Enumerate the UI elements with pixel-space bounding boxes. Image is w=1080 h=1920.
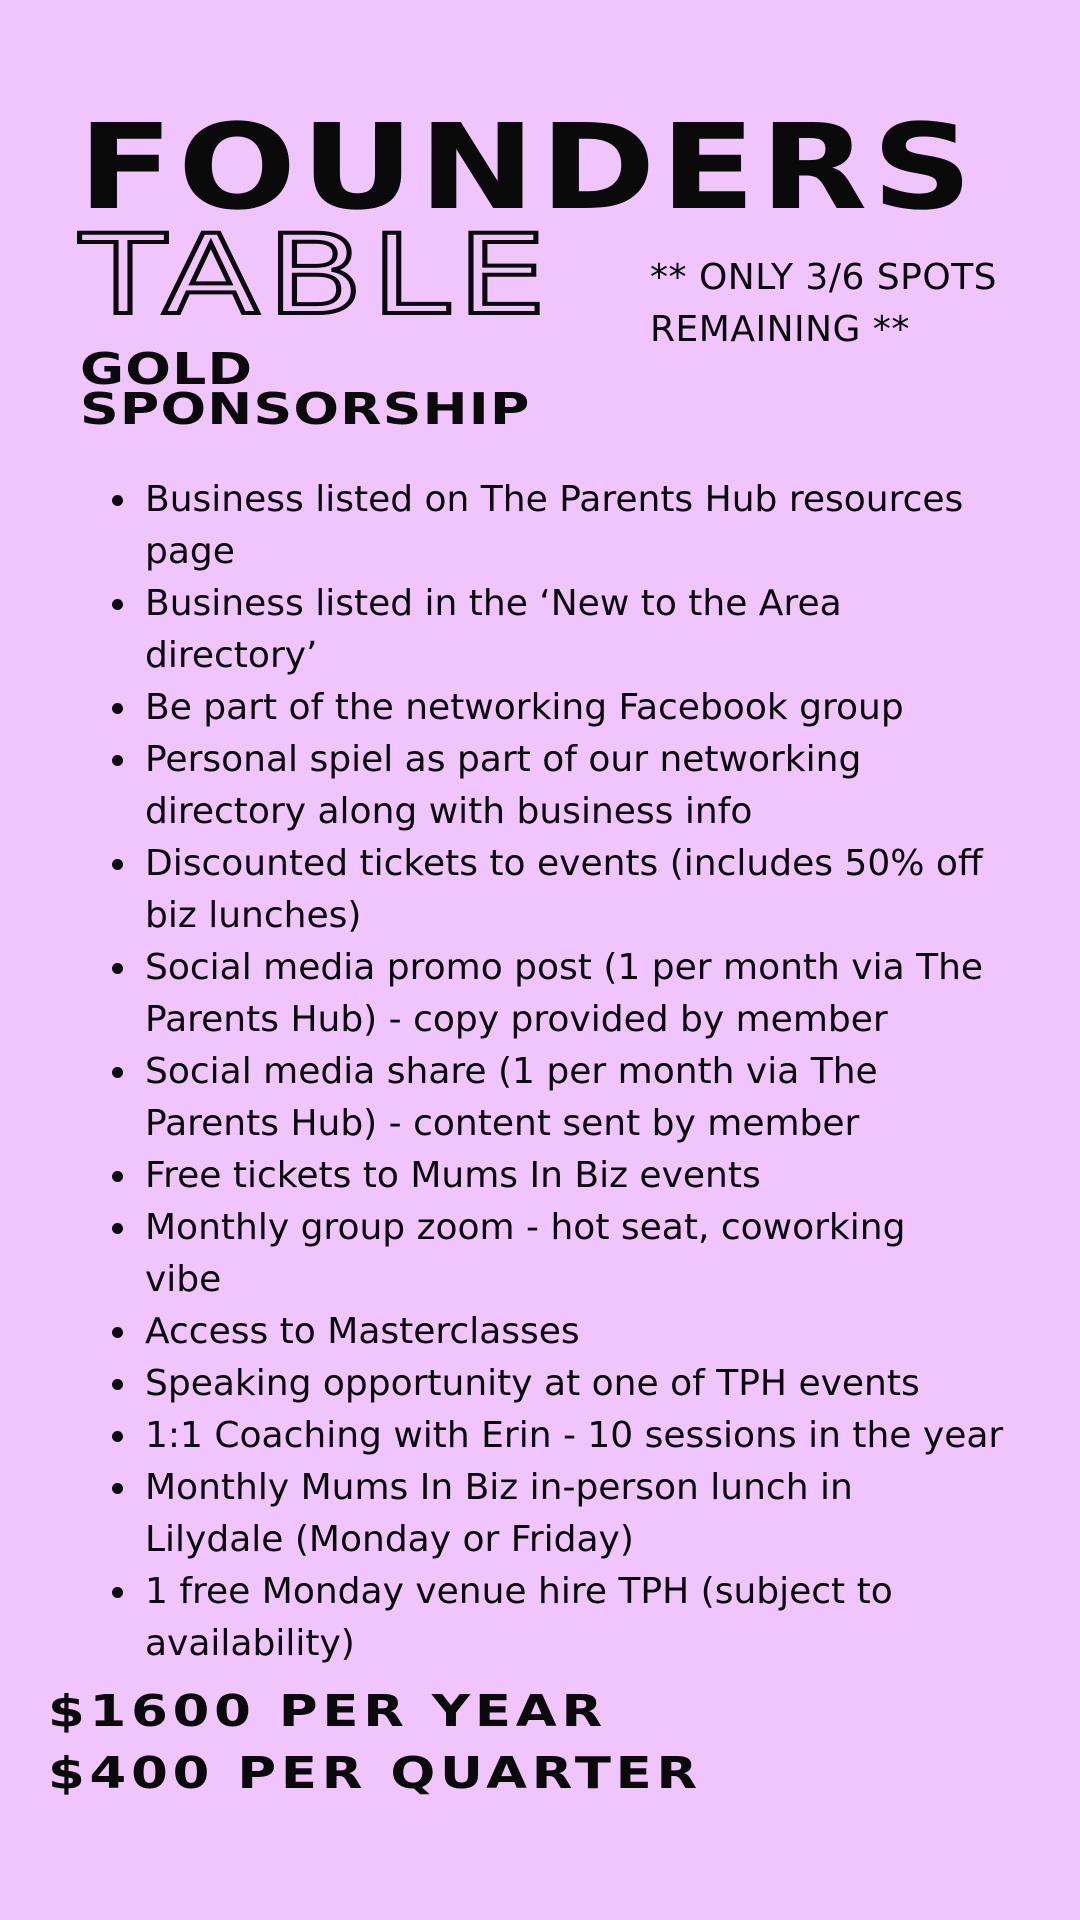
- bullet-dot-icon: [112, 599, 123, 610]
- subtitle-line-1: GOLD: [80, 344, 254, 395]
- benefit-item: [112, 1410, 1032, 1462]
- benefit-line-2: biz lunches): [145, 895, 362, 936]
- benefit-item: [112, 682, 1032, 734]
- price-per-quarter: $400 PER QUARTER: [48, 1748, 702, 1799]
- bullet-dot-icon: [112, 1327, 123, 1338]
- spots-remaining-notice: [650, 252, 1050, 356]
- bullet-dot-icon: [112, 1067, 123, 1078]
- benefit-line-2: vibe: [145, 1259, 222, 1300]
- benefit-line-1: 1:1 Coaching with Erin - 10 sessions in the year: [145, 1415, 1004, 1456]
- benefit-line-2: directory’: [145, 635, 318, 676]
- bullet-dot-icon: [112, 1587, 123, 1598]
- title-founders: FOUNDERS: [78, 98, 978, 236]
- benefit-line-1: 1 free Monday venue hire TPH (subject to: [145, 1571, 893, 1612]
- bullet-dot-icon: [112, 495, 123, 506]
- benefit-item: [112, 734, 1032, 838]
- benefit-line-1: Monthly group zoom - hot seat, coworking: [145, 1207, 906, 1248]
- spots-line-2: REMAINING **: [650, 309, 910, 350]
- bullet-dot-icon: [112, 963, 123, 974]
- benefit-line-1: Social media promo post (1 per month via The: [145, 947, 984, 988]
- benefit-line-2: Lilydale (Monday or Friday): [145, 1519, 634, 1560]
- benefit-line-1: Business listed on The Parents Hub resources: [145, 479, 964, 520]
- bullet-dot-icon: [112, 859, 123, 870]
- bullet-dot-icon: [112, 1223, 123, 1234]
- benefit-line-2: Parents Hub) - content sent by member: [145, 1103, 860, 1144]
- benefit-line-1: Speaking opportunity at one of TPH events: [145, 1363, 920, 1404]
- benefit-item: [112, 474, 1032, 578]
- benefit-line-1: Social media share (1 per month via The: [145, 1051, 878, 1092]
- benefits-list: [112, 474, 1032, 1670]
- benefit-line-1: Monthly Mums In Biz in-person lunch in: [145, 1467, 853, 1508]
- benefit-item: [112, 1046, 1032, 1150]
- title-table-outline: TABLE: [80, 211, 554, 339]
- benefit-item: [112, 1358, 1032, 1410]
- benefit-line-2: page: [145, 531, 235, 572]
- price-per-year: $1600 PER YEAR: [48, 1686, 607, 1737]
- benefit-line-1: Business listed in the ‘New to the Area: [145, 583, 842, 624]
- bullet-dot-icon: [112, 1171, 123, 1182]
- benefit-line-1: Access to Masterclasses: [145, 1311, 580, 1352]
- benefit-line-1: Free tickets to Mums In Biz events: [145, 1155, 761, 1196]
- bullet-dot-icon: [112, 1431, 123, 1442]
- benefit-line-2: availability): [145, 1623, 355, 1664]
- spots-line-1: ** ONLY 3/6 SPOTS: [650, 257, 998, 298]
- benefit-line-2: directory along with business info: [145, 791, 753, 832]
- bullet-dot-icon: [112, 703, 123, 714]
- benefit-item: [112, 942, 1032, 1046]
- bullet-dot-icon: [112, 1483, 123, 1494]
- benefit-line-1: Be part of the networking Facebook group: [145, 687, 904, 728]
- subtitle-line-2: SPONSORSHIP: [80, 384, 531, 435]
- benefit-line-2: Parents Hub) - copy provided by member: [145, 999, 888, 1040]
- benefit-item: [112, 1202, 1032, 1306]
- bullet-dot-icon: [112, 1379, 123, 1390]
- benefit-item: [112, 1462, 1032, 1566]
- benefit-item: [112, 1306, 1032, 1358]
- benefit-item: [112, 838, 1032, 942]
- bullet-dot-icon: [112, 755, 123, 766]
- sponsorship-tier-title: [80, 344, 531, 435]
- benefit-line-1: Discounted tickets to events (includes 50% off: [145, 843, 983, 884]
- benefit-line-1: Personal spiel as part of our networking: [145, 739, 862, 780]
- benefit-item: [112, 1150, 1032, 1202]
- benefit-item: [112, 1566, 1032, 1670]
- benefit-item: [112, 578, 1032, 682]
